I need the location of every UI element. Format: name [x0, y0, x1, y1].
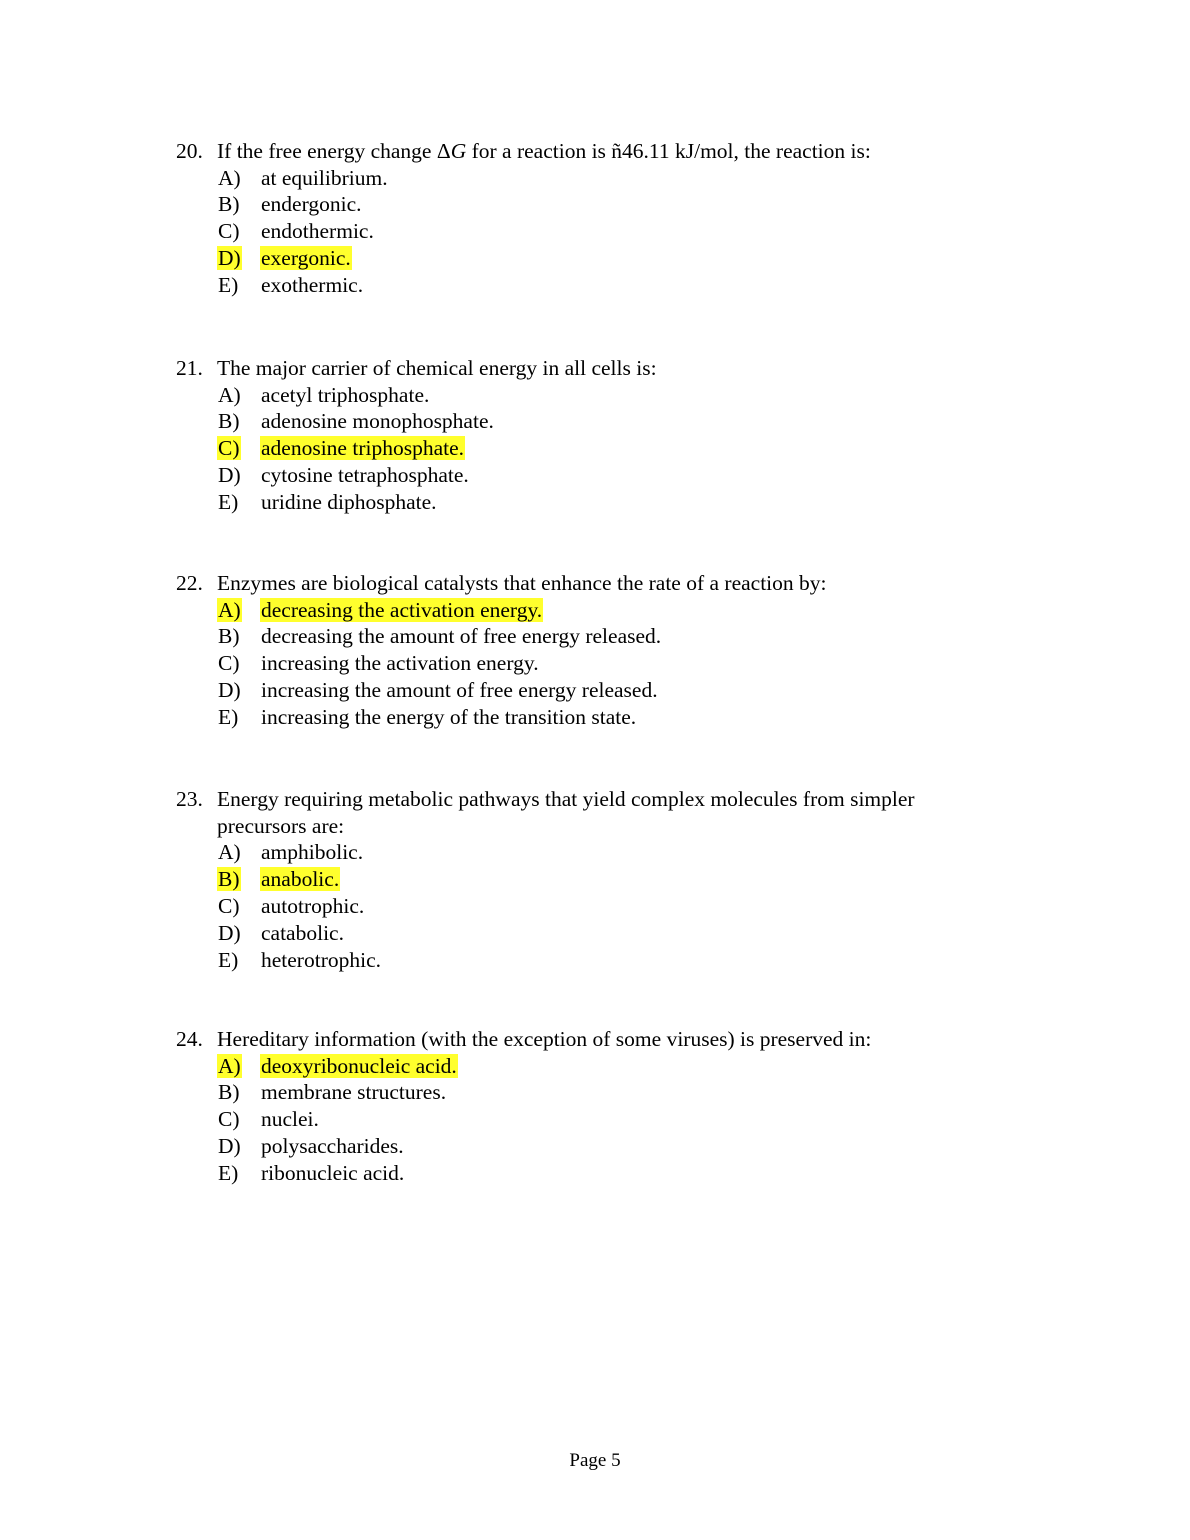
answer-option-correct	[217, 1053, 996, 1080]
option-text	[260, 245, 352, 272]
question-stem	[176, 1026, 996, 1053]
answer-option	[217, 382, 996, 409]
answer-option-correct	[217, 597, 996, 624]
answer-option	[217, 218, 996, 245]
answer-option	[217, 1160, 996, 1187]
option-letter: E)	[218, 1161, 239, 1186]
answer-option	[217, 462, 996, 489]
answer-options	[217, 839, 996, 973]
option-text: exothermic.	[261, 273, 364, 298]
option-letter: B)	[218, 1080, 240, 1105]
option-text	[260, 435, 465, 462]
option-text: cytosine tetraphosphate.	[261, 463, 469, 488]
option-letter	[217, 866, 260, 893]
option-letter: C)	[218, 893, 240, 918]
option-letter	[217, 1053, 260, 1080]
answer-option	[217, 704, 996, 731]
option-text: endothermic.	[261, 219, 374, 244]
highlight: exergonic.	[261, 246, 351, 271]
highlight: deoxyribonucleic acid.	[261, 1053, 457, 1078]
answer-option	[217, 893, 996, 920]
option-letter: C)	[218, 219, 240, 244]
answer-options	[217, 597, 996, 731]
answer-option-correct	[217, 245, 996, 272]
option-text: polysaccharides.	[261, 1134, 404, 1159]
option-letter	[217, 435, 260, 462]
answer-option	[217, 677, 996, 704]
question-text: Hereditary information (with the exception of some viruses) is preserved in:	[217, 1027, 872, 1051]
answer-option	[217, 272, 996, 299]
highlight: A)	[218, 1053, 241, 1078]
question-stem	[176, 786, 996, 839]
option-letter: C)	[218, 1107, 240, 1132]
question-text: The major carrier of chemical energy in all cells is:	[217, 356, 657, 380]
question-number: 22.	[176, 571, 203, 595]
option-text: catabolic.	[261, 920, 344, 945]
option-text: nuclei.	[261, 1107, 319, 1132]
highlight: D)	[218, 246, 241, 271]
option-text: acetyl triphosphate.	[261, 382, 430, 407]
highlight: C)	[218, 436, 240, 461]
highlight: B)	[218, 866, 240, 891]
answer-option	[217, 920, 996, 947]
option-letter	[217, 597, 260, 624]
question-stem	[176, 138, 996, 165]
option-text	[260, 1053, 458, 1080]
option-letter: E)	[218, 705, 239, 730]
option-text: heterotrophic.	[261, 947, 381, 972]
answer-option	[217, 947, 996, 974]
answer-option	[217, 1079, 996, 1106]
question-stem	[176, 570, 996, 597]
option-text: endergonic.	[261, 192, 362, 217]
option-text	[260, 866, 340, 893]
option-text: autotrophic.	[261, 893, 365, 918]
answer-options	[217, 1053, 996, 1187]
question-number: 23.	[176, 787, 203, 811]
answer-option	[217, 650, 996, 677]
question-text: If the free energy change ΔG for a reaction is ñ46.11 kJ/mol, the reaction is:	[217, 139, 871, 163]
option-text: ribonucleic acid.	[261, 1161, 405, 1186]
option-text: amphibolic.	[261, 840, 364, 864]
answer-option-correct	[217, 435, 996, 462]
option-letter: B)	[218, 409, 240, 434]
answer-option-correct	[217, 866, 996, 893]
question-text: Enzymes are biological catalysts that enhance the rate of a reaction by:	[217, 571, 827, 595]
answer-option	[217, 191, 996, 218]
question-number: 24.	[176, 1027, 203, 1051]
option-letter: E)	[218, 490, 239, 515]
answer-options	[217, 165, 996, 299]
highlight: anabolic.	[261, 866, 340, 891]
option-letter: A)	[218, 382, 241, 407]
option-letter: D)	[218, 1134, 241, 1159]
option-text: increasing the energy of the transition state.	[261, 705, 637, 730]
question-stem	[176, 355, 996, 382]
answer-option	[217, 839, 996, 866]
option-letter: E)	[218, 947, 239, 972]
question-24	[176, 1026, 996, 1187]
option-letter: A)	[218, 165, 241, 190]
question-20	[176, 138, 996, 299]
option-letter	[217, 245, 260, 272]
highlight: decreasing the activation energy.	[261, 597, 543, 622]
option-letter: E)	[218, 273, 239, 298]
option-letter: D)	[218, 463, 241, 488]
question-21	[176, 355, 996, 516]
option-text: increasing the activation energy.	[261, 651, 539, 676]
page-number: Page 5	[569, 1450, 621, 1471]
option-text: adenosine monophosphate.	[261, 409, 494, 434]
answer-option	[217, 165, 996, 192]
option-letter: A)	[218, 840, 241, 864]
answer-options	[217, 382, 996, 516]
option-letter: C)	[218, 651, 240, 676]
option-text: increasing the amount of free energy released.	[261, 678, 658, 703]
highlight: adenosine triphosphate.	[261, 436, 465, 461]
question-number: 20.	[176, 139, 203, 163]
option-text: uridine diphosphate.	[261, 490, 437, 515]
answer-option	[217, 489, 996, 516]
answer-option	[217, 623, 996, 650]
answer-option	[217, 1133, 996, 1160]
option-text	[260, 597, 543, 624]
highlight: A)	[218, 597, 241, 622]
option-letter: B)	[218, 624, 240, 649]
question-22	[176, 570, 996, 731]
option-text: at equilibrium.	[261, 165, 388, 190]
option-letter: D)	[218, 678, 241, 703]
answer-option	[217, 408, 996, 435]
option-letter: B)	[218, 192, 240, 217]
option-letter: D)	[218, 920, 241, 945]
option-text: membrane structures.	[261, 1080, 447, 1105]
answer-option	[217, 1106, 996, 1133]
question-text: Energy requiring metabolic pathways that yield complex molecules from simpler precursors are:	[217, 787, 915, 838]
option-text: decreasing the amount of free energy released.	[261, 624, 662, 649]
question-23	[176, 786, 996, 973]
question-number: 21.	[176, 356, 203, 380]
